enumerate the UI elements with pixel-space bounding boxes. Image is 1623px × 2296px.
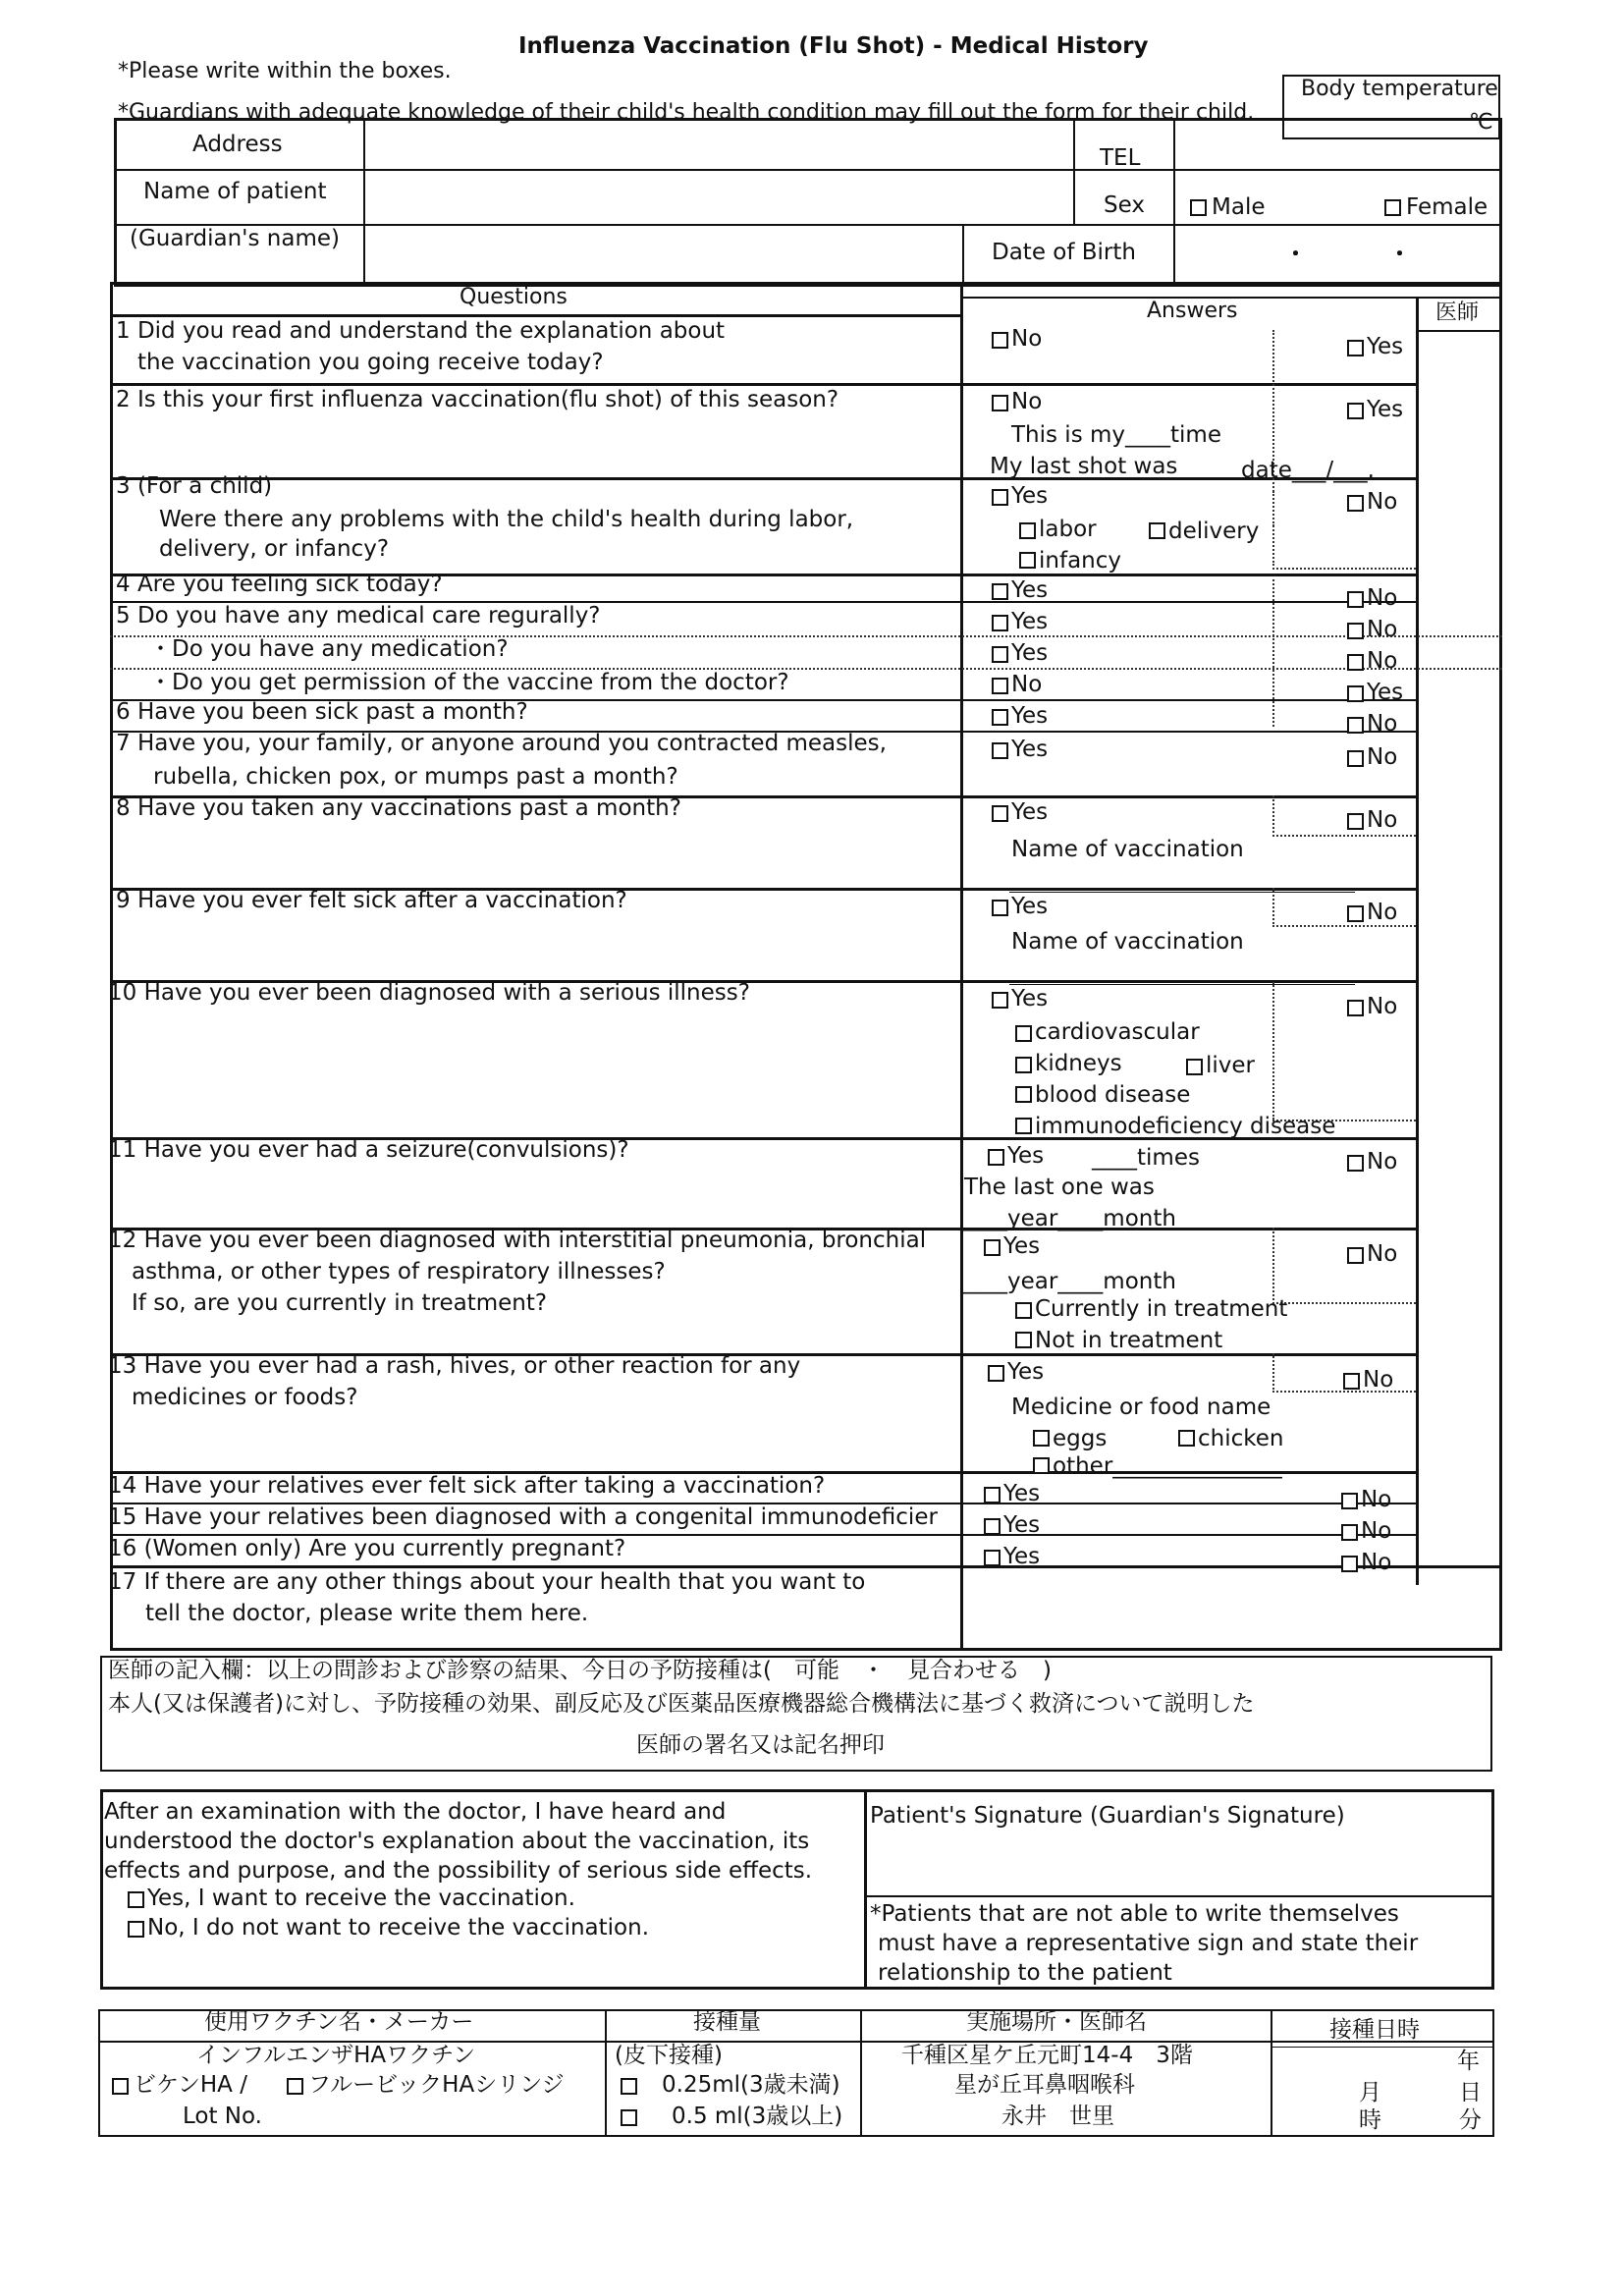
q7-yes-checkbox[interactable] xyxy=(992,742,1008,759)
no-label: No xyxy=(1011,389,1043,414)
q12-not-in-treatment-checkbox[interactable] xyxy=(1015,1332,1032,1348)
q12-no-checkbox[interactable] xyxy=(1347,1247,1364,1264)
year-label: 年 xyxy=(1457,2049,1480,2074)
q10-liver-checkbox[interactable] xyxy=(1186,1059,1203,1075)
question-7-text: rubella, chicken pox, or mumps past a month? xyxy=(153,764,678,790)
q2-last-shot-date[interactable]: date___/___. xyxy=(1241,458,1375,483)
body-temperature-label: Body temperature xyxy=(1301,77,1498,101)
yes-label: Yes xyxy=(1367,334,1404,359)
location-header: 実施場所・医師名 xyxy=(966,2009,1147,2035)
male-checkbox[interactable] xyxy=(1190,199,1207,216)
q8-vaccination-name-line[interactable] xyxy=(1009,892,1355,893)
question-10-text: 10 Have you ever been diagnosed with a serious illness? xyxy=(108,980,750,1006)
yes-label: Yes xyxy=(1011,737,1049,762)
question-4-text: 4 Are you feeling sick today? xyxy=(116,572,443,597)
questions-header: Questions xyxy=(460,285,568,309)
q13-eggs-checkbox[interactable] xyxy=(1033,1430,1050,1447)
q10-immunodeficiency-checkbox[interactable] xyxy=(1015,1118,1032,1134)
q4-yes-checkbox[interactable] xyxy=(992,583,1008,600)
question-17-text: tell the doctor, please write them here. xyxy=(145,1601,589,1626)
yes-label: Yes xyxy=(1011,986,1049,1011)
biken-label: ビケンHA / xyxy=(134,2072,247,2098)
patient-name-field[interactable] xyxy=(366,173,1071,222)
vaccine-name: インフルエンザHAワクチン xyxy=(196,2043,475,2068)
yes-label: Yes xyxy=(1011,577,1049,603)
question-16-text: 16 (Women only) Are you currently pregnant? xyxy=(108,1536,626,1561)
q10-no-checkbox[interactable] xyxy=(1347,1000,1364,1016)
q8-yes-checkbox[interactable] xyxy=(992,805,1008,822)
female-checkbox[interactable] xyxy=(1384,199,1401,216)
male-label: Male xyxy=(1212,194,1266,220)
question-14-text: 14 Have your relatives ever felt sick after taking a vaccination? xyxy=(108,1473,826,1499)
yes-label: Yes xyxy=(1011,894,1049,919)
patient-signature-label: Patient's Signature (Guardian's Signature) xyxy=(870,1803,1345,1829)
dose-header: 接種量 xyxy=(693,2009,761,2035)
cardiovascular-label: cardiovascular xyxy=(1035,1019,1200,1045)
no-label: No xyxy=(1367,994,1398,1019)
question-2-text: 2 Is this your first influenza vaccination(flu shot) of this season? xyxy=(116,387,839,412)
sex-label: Sex xyxy=(1104,192,1145,218)
q11-last-one-label: The last one was xyxy=(964,1175,1155,1200)
patient-signature-field[interactable] xyxy=(870,1836,1490,1893)
question-1-text: 1 Did you read and understand the explanation about xyxy=(116,318,726,344)
no-label: No xyxy=(1367,617,1398,642)
dob-field[interactable] xyxy=(1176,228,1498,285)
tel-label: TEL xyxy=(1100,145,1141,171)
no-label: No xyxy=(1367,711,1398,737)
questionnaire-table xyxy=(110,282,1502,1651)
consent-text: effects and purpose, and the possibility of serious side effects. xyxy=(104,1858,813,1884)
question-3-text: Were there any problems with the child's health during labor, xyxy=(159,507,854,532)
yes-label: Yes xyxy=(1011,799,1049,825)
q5a-yes-checkbox[interactable] xyxy=(992,646,1008,663)
question-13-text: medicines or foods? xyxy=(132,1385,358,1410)
q14-yes-checkbox[interactable] xyxy=(984,1487,1001,1503)
no-label: No xyxy=(1367,744,1398,770)
dose-route: (皮下接種) xyxy=(615,2043,723,2068)
in-treatment-label: Currently in treatment xyxy=(1035,1296,1288,1322)
q3-labor-checkbox[interactable] xyxy=(1019,522,1036,539)
not-in-treatment-label: Not in treatment xyxy=(1035,1328,1223,1353)
q17-free-text-area[interactable] xyxy=(964,1569,1498,1648)
yes-label: Yes xyxy=(1011,703,1049,729)
guardian-name-field[interactable] xyxy=(366,228,959,285)
q10-yes-checkbox[interactable] xyxy=(992,992,1008,1009)
yes-label: Yes xyxy=(1003,1233,1041,1259)
yes-label: Yes xyxy=(1007,1359,1045,1385)
q5b-no-checkbox[interactable] xyxy=(992,678,1008,694)
address-label: Address xyxy=(192,132,283,157)
no-label: No xyxy=(1367,489,1398,515)
no-label: No xyxy=(1361,1487,1392,1512)
doctor-signature-label: 医師の署名又は記名押印 xyxy=(636,1732,885,1758)
q13-other-checkbox[interactable] xyxy=(1033,1457,1050,1474)
consent-no-checkbox[interactable] xyxy=(128,1921,144,1938)
q8-vaccination-name-label: Name of vaccination xyxy=(1011,837,1244,862)
no-label: No xyxy=(1361,1518,1392,1544)
q13-chicken-checkbox[interactable] xyxy=(1178,1430,1195,1447)
no-label: No xyxy=(1011,672,1043,697)
question-12-text: If so, are you currently in treatment? xyxy=(132,1290,548,1316)
note-guardians: *Guardians with adequate knowledge of their child's health condition may fill out the form for their child. xyxy=(118,100,1255,125)
no-label: No xyxy=(1011,326,1043,352)
question-3-text: delivery, or infancy? xyxy=(159,536,390,562)
q9-vaccination-name-line[interactable] xyxy=(1009,984,1355,985)
tel-field[interactable] xyxy=(1176,122,1498,167)
q12-yes-checkbox[interactable] xyxy=(984,1239,1001,1256)
q13-other-field[interactable]: other_______________ xyxy=(1053,1453,1282,1479)
question-1-text: the vaccination you going receive today? xyxy=(137,350,604,375)
question-5a-text: ・Do you have any medication? xyxy=(149,636,509,662)
yes-label: Yes xyxy=(1003,1512,1041,1538)
hour-label: 時 xyxy=(1359,2107,1381,2133)
minute-label: 分 xyxy=(1459,2107,1482,2133)
q2-yes-checkbox[interactable] xyxy=(1347,403,1364,419)
yes-label: Yes xyxy=(1011,640,1049,666)
dob-separator: ・ xyxy=(1388,242,1411,267)
dose-05-label: 0.5 ml(3歳以上) xyxy=(672,2104,843,2129)
q3-infancy-checkbox[interactable] xyxy=(1019,552,1036,569)
date-header: 接種日時 xyxy=(1329,2017,1420,2043)
answers-header: Answers xyxy=(1147,299,1238,323)
q7-no-checkbox[interactable] xyxy=(1347,750,1364,767)
celsius-unit: ℃ xyxy=(1469,110,1493,135)
question-11-text: 11 Have you ever had a seizure(convulsions)? xyxy=(108,1137,629,1163)
dose-025-label: 0.25ml(3歳未満) xyxy=(662,2072,840,2098)
question-13-text: 13 Have you ever had a rash, hives, or other reaction for any xyxy=(108,1353,801,1379)
doctor-name: 永井 世里 xyxy=(1001,2104,1114,2129)
q10-cardiovascular-checkbox[interactable] xyxy=(1015,1025,1032,1042)
q10-kidneys-checkbox[interactable] xyxy=(1015,1057,1032,1073)
signature-note: must have a representative sign and state their xyxy=(878,1931,1419,1956)
note-write-boxes: *Please write within the boxes. xyxy=(118,59,452,83)
no-label: No xyxy=(1361,1550,1392,1575)
q5-no-checkbox[interactable] xyxy=(1347,623,1364,639)
no-label: No xyxy=(1367,900,1398,925)
q13-yes-checkbox[interactable] xyxy=(988,1365,1004,1382)
q11-yes-checkbox[interactable] xyxy=(988,1149,1004,1166)
q10-blood-disease-checkbox[interactable] xyxy=(1015,1086,1032,1103)
no-label: No xyxy=(1367,807,1398,833)
q11-no-checkbox[interactable] xyxy=(1347,1155,1364,1172)
q5b-yes-checkbox[interactable] xyxy=(1347,685,1364,702)
consent-yes-checkbox[interactable] xyxy=(128,1891,144,1908)
dose-05-checkbox[interactable] xyxy=(621,2109,637,2126)
dob-separator: ・ xyxy=(1284,242,1307,267)
infancy-label: infancy xyxy=(1039,548,1121,574)
question-5-text: 5 Do you have any medical care regurally? xyxy=(116,603,601,629)
doctor-column-header: 医師 xyxy=(1435,301,1480,325)
q1-no-checkbox[interactable] xyxy=(992,332,1008,349)
eggs-label: eggs xyxy=(1053,1426,1108,1451)
yes-label: Yes xyxy=(1003,1481,1041,1506)
q4-no-checkbox[interactable] xyxy=(1347,591,1364,608)
clinic-address: 千種区星ケ丘元町14-4 3階 xyxy=(901,2043,1193,2068)
q9-yes-checkbox[interactable] xyxy=(992,900,1008,916)
yes-label: Yes xyxy=(1011,609,1049,634)
question-8-text: 8 Have you taken any vaccinations past a month? xyxy=(116,795,681,821)
q6-no-checkbox[interactable] xyxy=(1347,717,1364,734)
doctor-note-line2: 本人(又は保護者)に対し、予防接種の効果、副反応及び医薬品医療機器総合機構法に基づく救済について説明した xyxy=(108,1691,1255,1717)
no-label: No xyxy=(1363,1367,1394,1393)
signature-note: *Patients that are not able to write themselves xyxy=(870,1901,1399,1927)
q13-no-checkbox[interactable] xyxy=(1343,1373,1360,1390)
question-12-text: asthma, or other types of respiratory illnesses? xyxy=(132,1259,666,1285)
flubik-label: フルービックHAシリンジ xyxy=(308,2072,565,2098)
q2-this-is-my-time[interactable]: This is my____time xyxy=(1011,422,1221,448)
consent-yes-label: Yes, I want to receive the vaccination. xyxy=(147,1886,575,1911)
question-5b-text: ・Do you get permission of the vaccine from the doctor? xyxy=(149,670,789,695)
chicken-label: chicken xyxy=(1198,1426,1284,1451)
delivery-label: delivery xyxy=(1168,519,1260,544)
no-label: No xyxy=(1367,1241,1398,1267)
address-field[interactable] xyxy=(366,122,1071,167)
q11-times-field[interactable]: ____times xyxy=(1092,1145,1200,1171)
q3-no-checkbox[interactable] xyxy=(1347,495,1364,512)
q5a-no-checkbox[interactable] xyxy=(1347,654,1364,671)
dose-025-checkbox[interactable] xyxy=(621,2078,637,2095)
question-3-text: 3 (For a child) xyxy=(116,473,273,499)
patient-name-label: Name of patient xyxy=(143,179,327,204)
q16-yes-checkbox[interactable] xyxy=(984,1550,1001,1566)
dob-label: Date of Birth xyxy=(992,240,1136,265)
question-15-text: 15 Have your relatives been diagnosed with a congenital immunodeficier xyxy=(108,1504,938,1530)
biken-checkbox[interactable] xyxy=(112,2078,129,2095)
month-label: 月 xyxy=(1359,2080,1381,2105)
consent-no-label: No, I do not want to receive the vaccination. xyxy=(147,1915,650,1941)
clinic-name: 星が丘耳鼻咽喉科 xyxy=(954,2072,1135,2098)
q2-last-shot-label: My last shot was xyxy=(990,454,1178,479)
yes-label: Yes xyxy=(1003,1544,1041,1569)
no-label: No xyxy=(1367,1149,1398,1175)
flubik-checkbox[interactable] xyxy=(287,2078,303,2095)
blood-disease-label: blood disease xyxy=(1035,1082,1191,1108)
q8-no-checkbox[interactable] xyxy=(1347,813,1364,830)
day-label: 日 xyxy=(1459,2080,1482,2105)
guardian-name-label: (Guardian's name) xyxy=(130,226,340,251)
doctor-note-line1: 医師の記入欄：以上の問診および診察の結果、今日の予防接種は( 可能 ・ 見合わせる ) xyxy=(108,1658,1052,1683)
immunodeficiency-label: immunodeficiency disease xyxy=(1035,1114,1336,1139)
yes-label: Yes xyxy=(1011,483,1049,509)
q15-no-checkbox[interactable] xyxy=(1341,1524,1358,1541)
yes-label: Yes xyxy=(1007,1143,1045,1169)
yes-label: Yes xyxy=(1367,680,1404,705)
female-label: Female xyxy=(1406,194,1488,220)
q15-yes-checkbox[interactable] xyxy=(984,1518,1001,1535)
medicine-food-label: Medicine or food name xyxy=(1011,1394,1271,1420)
q3-delivery-checkbox[interactable] xyxy=(1149,522,1165,539)
q3-yes-checkbox[interactable] xyxy=(992,489,1008,506)
yes-label: Yes xyxy=(1367,397,1404,422)
question-12-text: 12 Have you ever been diagnosed with interstitial pneumonia, bronchial xyxy=(108,1228,927,1253)
labor-label: labor xyxy=(1039,517,1097,542)
no-label: No xyxy=(1367,648,1398,674)
q14-no-checkbox[interactable] xyxy=(1341,1493,1358,1509)
q12-year-month-field[interactable]: ____year____month xyxy=(962,1269,1176,1294)
lot-number-label: Lot No. xyxy=(183,2104,262,2129)
q9-no-checkbox[interactable] xyxy=(1347,905,1364,922)
question-7-text: 7 Have you, your family, or anyone around you contracted measles, xyxy=(116,731,887,756)
vaccine-name-header: 使用ワクチン名・メーカー xyxy=(204,2009,474,2035)
q9-vaccination-name-label: Name of vaccination xyxy=(1011,929,1244,955)
q6-yes-checkbox[interactable] xyxy=(992,709,1008,726)
consent-text: understood the doctor's explanation about the vaccination, its xyxy=(104,1829,810,1854)
q2-no-checkbox[interactable] xyxy=(992,395,1008,411)
question-6-text: 6 Have you been sick past a month? xyxy=(116,699,528,725)
page-title: Influenza Vaccination (Flu Shot) - Medical History xyxy=(518,33,1149,59)
signature-note: relationship to the patient xyxy=(878,1960,1172,1986)
q5-yes-checkbox[interactable] xyxy=(992,615,1008,631)
q1-yes-checkbox[interactable] xyxy=(1347,340,1364,356)
no-label: No xyxy=(1367,585,1398,611)
question-17-text: 17 If there are any other things about your health that you want to xyxy=(108,1569,866,1595)
q11-year-month-field[interactable]: ____year____month xyxy=(962,1206,1176,1231)
consent-text: After an examination with the doctor, I have heard and xyxy=(104,1799,727,1825)
liver-label: liver xyxy=(1206,1053,1255,1078)
q12-in-treatment-checkbox[interactable] xyxy=(1015,1302,1032,1319)
kidneys-label: kidneys xyxy=(1035,1051,1122,1076)
question-9-text: 9 Have you ever felt sick after a vaccination? xyxy=(116,888,627,913)
